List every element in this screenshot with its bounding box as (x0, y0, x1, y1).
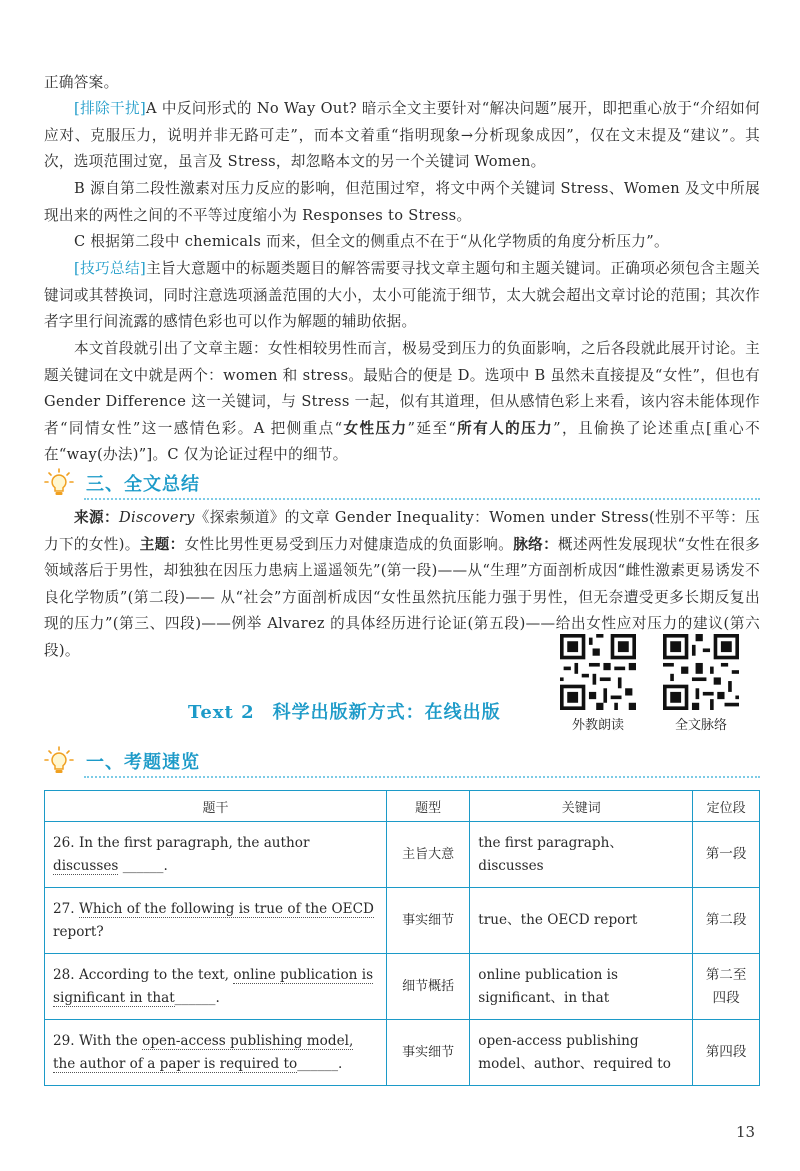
question-stem: 29. With the open-access publishing model, the author of a paper is required to______. (45, 1020, 387, 1086)
section-overview-title: 一、考题速览 (86, 752, 200, 773)
paragraph-summary: 来源：Discovery《探索频道》的文章 Gender Inequality：Women under Stress(性别不平等：压力下的女性)。主题：女性比男性更易受到压力对健康造成的负面影响。脉络：概述两性发展现状“女性在很多领域落后于男性，却独独在因压力患病上遥遥领先”(第一段)——从“生理”方面剖析成因“雌性激素更易诱发不良化学物质”(第二段)—— 从“社会”方面剖析成因“女性虽然抗压能力强于男性，但无奈遭受更多长期反复出现的压力”(第三、四段)——例举 Alvarez 的具体经历进行论证(第五段)——给出女性应对压力的建议(第六段)。 (44, 509, 761, 659)
lightbulb-icon (44, 468, 74, 498)
section-overview-heading (44, 744, 760, 778)
tag-eliminate: [排除干扰] (74, 100, 147, 117)
section-summary-heading (44, 466, 760, 500)
section-summary-title: 三、全文总结 (86, 474, 200, 495)
page-number: 13 (736, 1123, 756, 1141)
question-type: 细节概括 (387, 954, 470, 1020)
paragraph-tips: [技巧总结]主旨大意题中的标题类题目的解答需要寻找文章主题句和主题关键词。正确项必须包含主题关键词或其替换词，同时注意选项涵盖范围的大小，太小可能流于细节，太大就会超出文章讨论的范围；其次作者字里行间流露的感情色彩也可以作为解题的辅助依据。 (44, 260, 761, 330)
header-type: 题型 (387, 791, 470, 822)
table-row (45, 1020, 760, 1086)
question-type: 事实细节 (387, 1020, 470, 1086)
heading-divider (84, 498, 760, 500)
text2-label: Text 2 (188, 702, 255, 723)
text2-title: 科学出版新方式：在线出版 (272, 702, 501, 723)
text2-heading (188, 698, 501, 724)
question-location: 第四段 (693, 1020, 760, 1086)
qr-reading-label: 外教朗读 (571, 718, 624, 733)
header-location: 定位段 (693, 791, 760, 822)
question-stem: 28. According to the text, online publication is significant in that______. (45, 954, 387, 1020)
paragraph-option-b: B 源自第二段性激素对压力反应的影响，但范围过窄，将文中两个关键词 Stress、Women 及文中所展现出来的两性之间的不平等过度缩小为 Responses to Stress。 (44, 180, 760, 224)
question-keywords: true、the OECD report (470, 888, 693, 954)
paragraph-option-c: C 根据第二段中 chemicals 而来，但全文的侧重点不在于“从化学物质的角度分析压力”。 (74, 233, 669, 250)
table-header-row (45, 791, 760, 822)
question-overview-table (44, 790, 760, 1086)
table-row (45, 888, 760, 954)
paragraph-eliminate: [排除干扰]A 中反问形式的 No Way Out? 暗示全文主要针对“解决问题”展开，即把重心放于“介绍如何应对、克服压力，说明并非无路可走”，而本文着重“指明现象→分析现象成因”，仅在文末提及“建议”。其次，选项范围过宽，虽言及 Stress，却忽略本文的另一个关键词 Women。 (44, 100, 761, 170)
header-stem: 题干 (45, 791, 387, 822)
question-location: 第二至四段 (693, 954, 760, 1020)
question-keywords: online publication is significant、in that (470, 954, 693, 1020)
question-location: 第二段 (693, 888, 760, 954)
question-location: 第一段 (693, 822, 760, 888)
question-type: 事实细节 (387, 888, 470, 954)
paragraph-analysis: 本文首段就引出了文章主题：女性相较男性而言，极易受到压力的负面影响，之后各段就此展开讨论。主题关键词在文中就是两个：women 和 stress。最贴合的便是 D。选项中 B 虽然未直接提及“女性”，但也有 Gender Difference 这一关键词，与 Stress 一起，似有其道理，但从感情色彩上来看，该内容未能体现作者“同情女性”这一感情色彩。A 把侧重点“女性压力”延至“所有人的压力”，且偷换了论述重点[重心不在“way(办法)”]。C 仅为论证过程中的细节。 (44, 340, 761, 463)
question-type: 主旨大意 (387, 822, 470, 888)
paragraph-answer: 正确答案。 (44, 74, 119, 91)
question-keywords: the first paragraph、discusses (470, 822, 693, 888)
header-keywords: 关键词 (470, 791, 693, 822)
question-keywords: open-access publishing model、author、required to (470, 1020, 693, 1086)
tag-tips: [技巧总结] (74, 260, 146, 277)
table-row (45, 954, 760, 1020)
table-row (45, 822, 760, 888)
question-stem: 26. In the first paragraph, the author discusses ______. (45, 822, 387, 888)
question-stem: 27. Which of the following is true of the OECD report? (45, 888, 387, 954)
lightbulb-icon (44, 746, 74, 776)
qr-code-outline-icon[interactable] (663, 634, 739, 710)
heading-divider (84, 776, 760, 778)
qr-outline-label: 全文脉络 (674, 718, 727, 733)
qr-code-reading-icon[interactable] (560, 634, 636, 710)
